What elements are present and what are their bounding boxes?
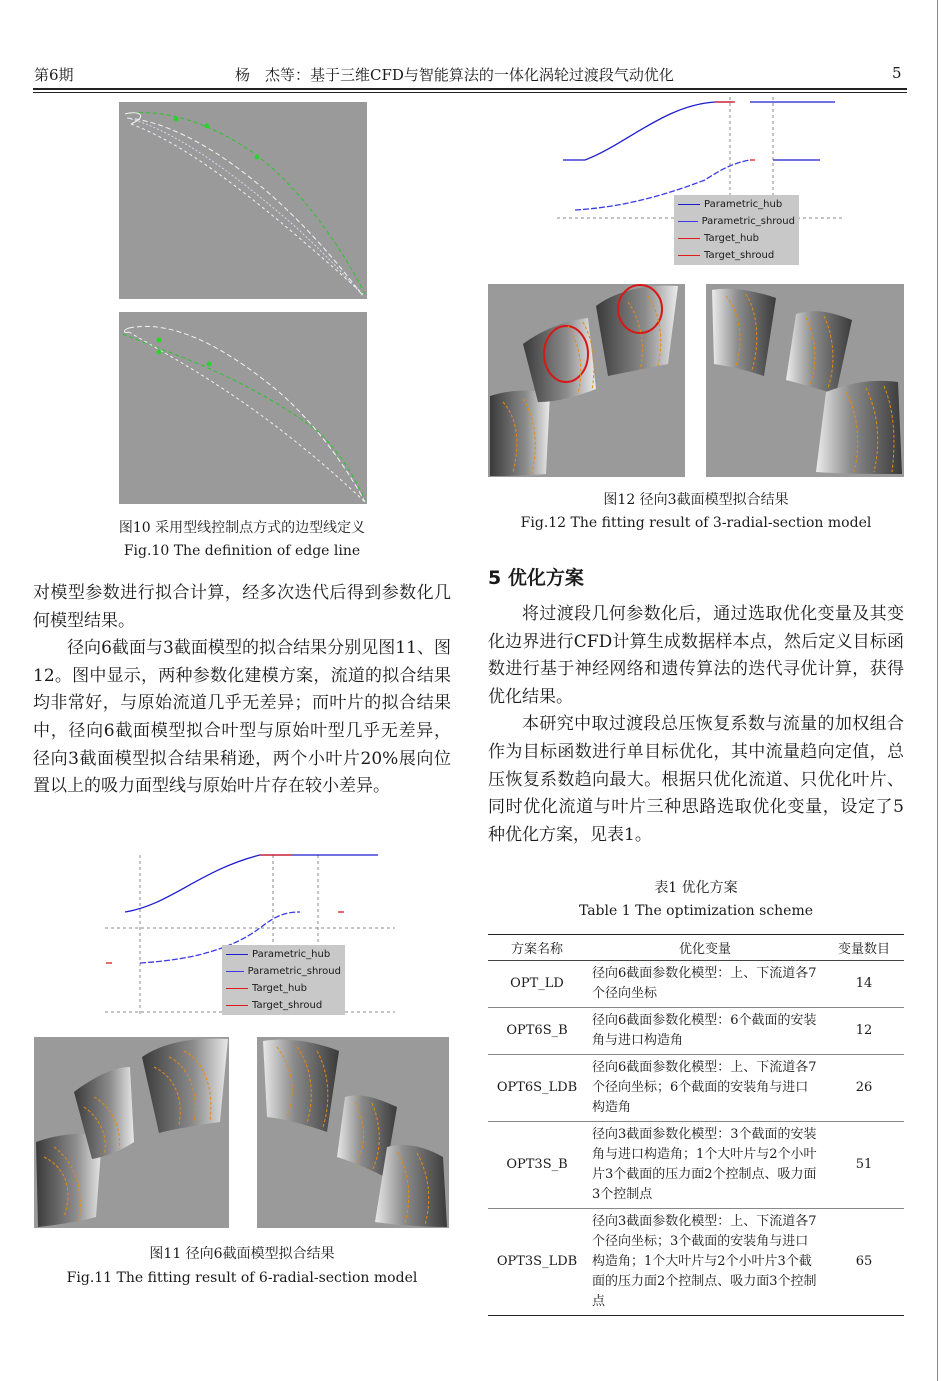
fig12-legend (674, 195, 799, 265)
legend-item (226, 997, 341, 1014)
legend-item (226, 963, 341, 980)
legend-swatch (226, 954, 248, 955)
table-cell: 51 (824, 1122, 904, 1209)
column-header: 变量数目 (824, 935, 904, 961)
legend-label: Target_shroud (704, 250, 775, 261)
table-cell: OPT3S_B (488, 1122, 586, 1209)
legend-swatch (678, 204, 700, 205)
legend-swatch (226, 988, 248, 989)
legend-swatch (226, 971, 244, 972)
table-cell: 径向6截面参数化模型：6个截面的安装角与进口构造角 (586, 1008, 824, 1055)
fig10-caption-en: Fig.10 The definition of edge line (123, 543, 361, 559)
optimization-table (488, 934, 904, 1316)
header-rule-thin (33, 92, 907, 93)
legend-swatch (226, 1005, 248, 1006)
fig11-blade-image-right (257, 1037, 449, 1228)
table1-caption-en: Table 1 The optimization scheme (578, 903, 814, 919)
table-cell: 12 (824, 1008, 904, 1055)
legend-label: Target_hub (252, 983, 307, 994)
paragraph: 本研究中取过渡段总压恢复系数与流量的加权组合作为目标函数进行单目标优化，其中流量趋向定值，总压恢复系数趋向最大。根据只优化流道、只优化叶片、同时优化流道与叶片三种思路选取优化变量，设定了5种优化方案，见表1。 (488, 714, 904, 845)
fig12-blade-image-left (488, 284, 685, 477)
table-cell: OPT6S_B (488, 1008, 586, 1055)
table-row (488, 961, 904, 1008)
paragraph: 径向6截面与3截面模型的拟合结果分别见图11、图12。图中显示，两种参数化建模方案，流道的拟合结果均非常好，与原始流道几乎无差异；而叶片的拟合结果中，径向6截面模型拟合叶型与原始叶型几乎无差异，径向3截面模型拟合结果稍逊，两个小叶片20%展向位置以上的吸力面型线与原始叶片存在较小差异。 (33, 638, 451, 797)
legend-item (678, 196, 795, 213)
paragraph: 将过渡段几何参数化后，通过选取优化变量及其变化边界进行CFD计算生成数据样本点，然后定义目标函数进行基于神经网络和遗传算法的迭代寻优计算，获得优化结果。 (488, 604, 904, 707)
fig11-blade-image-left (34, 1037, 229, 1228)
table-row (488, 1055, 904, 1122)
table-cell: OPT3S_LDB (488, 1209, 586, 1316)
legend-item (226, 980, 341, 997)
fig10-bottom-blade-image (119, 312, 367, 504)
fig11-caption-en: Fig.11 The fitting result of 6-radial-section model (66, 1270, 418, 1286)
table-row (488, 1209, 904, 1316)
table-cell: 径向6截面参数化模型：上、下流道各7个径向坐标 (586, 961, 824, 1008)
page-edge (937, 0, 938, 1381)
left-body-text (33, 580, 451, 801)
running-title: 杨 杰等：基于三维CFD与智能算法的一体化涡轮过渡段气动优化 (235, 66, 674, 84)
header-rule (33, 88, 907, 90)
fig11-legend (222, 945, 345, 1015)
column-header: 方案名称 (488, 935, 586, 961)
fig11-caption-cn: 图11 径向6截面模型拟合结果 (149, 1246, 335, 1262)
legend-item (678, 213, 795, 230)
table-cell: OPT6S_LDB (488, 1055, 586, 1122)
fig12-caption-en: Fig.12 The fitting result of 3-radial-section model (520, 515, 872, 531)
legend-label: Parametric_shroud (247, 966, 341, 977)
paragraph: 对模型参数进行拟合计算，经多次迭代后得到参数化几何模型结果。 (33, 583, 451, 631)
column-header: 优化变量 (586, 935, 824, 961)
table-cell: 径向3截面参数化模型：3个截面的安装角与进口构造角；1个大叶片与2个小叶片3个截面的压力面2个控制点、吸力面3个控制点 (586, 1122, 824, 1209)
legend-swatch (678, 221, 698, 222)
table-row (488, 1008, 904, 1055)
page-number: 5 (892, 64, 902, 82)
section-heading: 5 优化方案 (488, 567, 584, 589)
table-header-row (488, 935, 904, 961)
legend-label: Parametric_hub (252, 949, 331, 960)
legend-item (226, 946, 341, 963)
table-cell: 26 (824, 1055, 904, 1122)
legend-label: Parametric_hub (704, 199, 783, 210)
table-cell: OPT_LD (488, 961, 586, 1008)
table1-caption-cn: 表1 优化方案 (654, 880, 738, 896)
fig10-top-blade-image (119, 102, 367, 299)
legend-item (678, 230, 795, 247)
table-cell: 径向6截面参数化模型：上、下流道各7个径向坐标；6个截面的安装角与进口构造角 (586, 1055, 824, 1122)
fig10-caption-cn: 图10 采用型线控制点方式的边型线定义 (118, 520, 366, 536)
fig12-blade-image-right (706, 284, 904, 477)
legend-label: Parametric_shroud (701, 216, 795, 227)
legend-item (678, 247, 795, 264)
fig12-caption-cn: 图12 径向3截面模型拟合结果 (603, 492, 789, 508)
legend-swatch (678, 238, 700, 239)
table-cell: 14 (824, 961, 904, 1008)
legend-swatch (678, 255, 700, 256)
legend-label: Target_shroud (252, 1000, 323, 1011)
table-cell: 65 (824, 1209, 904, 1316)
legend-label: Target_hub (704, 233, 759, 244)
right-body-text (488, 601, 904, 849)
table-cell: 径向3截面参数化模型：上、下流道各7个径向坐标；3个截面的安装角与进口构造角；1个大叶片与2个小叶片3个截面的压力面2个控制点、吸力面3个控制点 (586, 1209, 824, 1316)
issue-number: 第6期 (34, 66, 74, 84)
table-row (488, 1122, 904, 1209)
